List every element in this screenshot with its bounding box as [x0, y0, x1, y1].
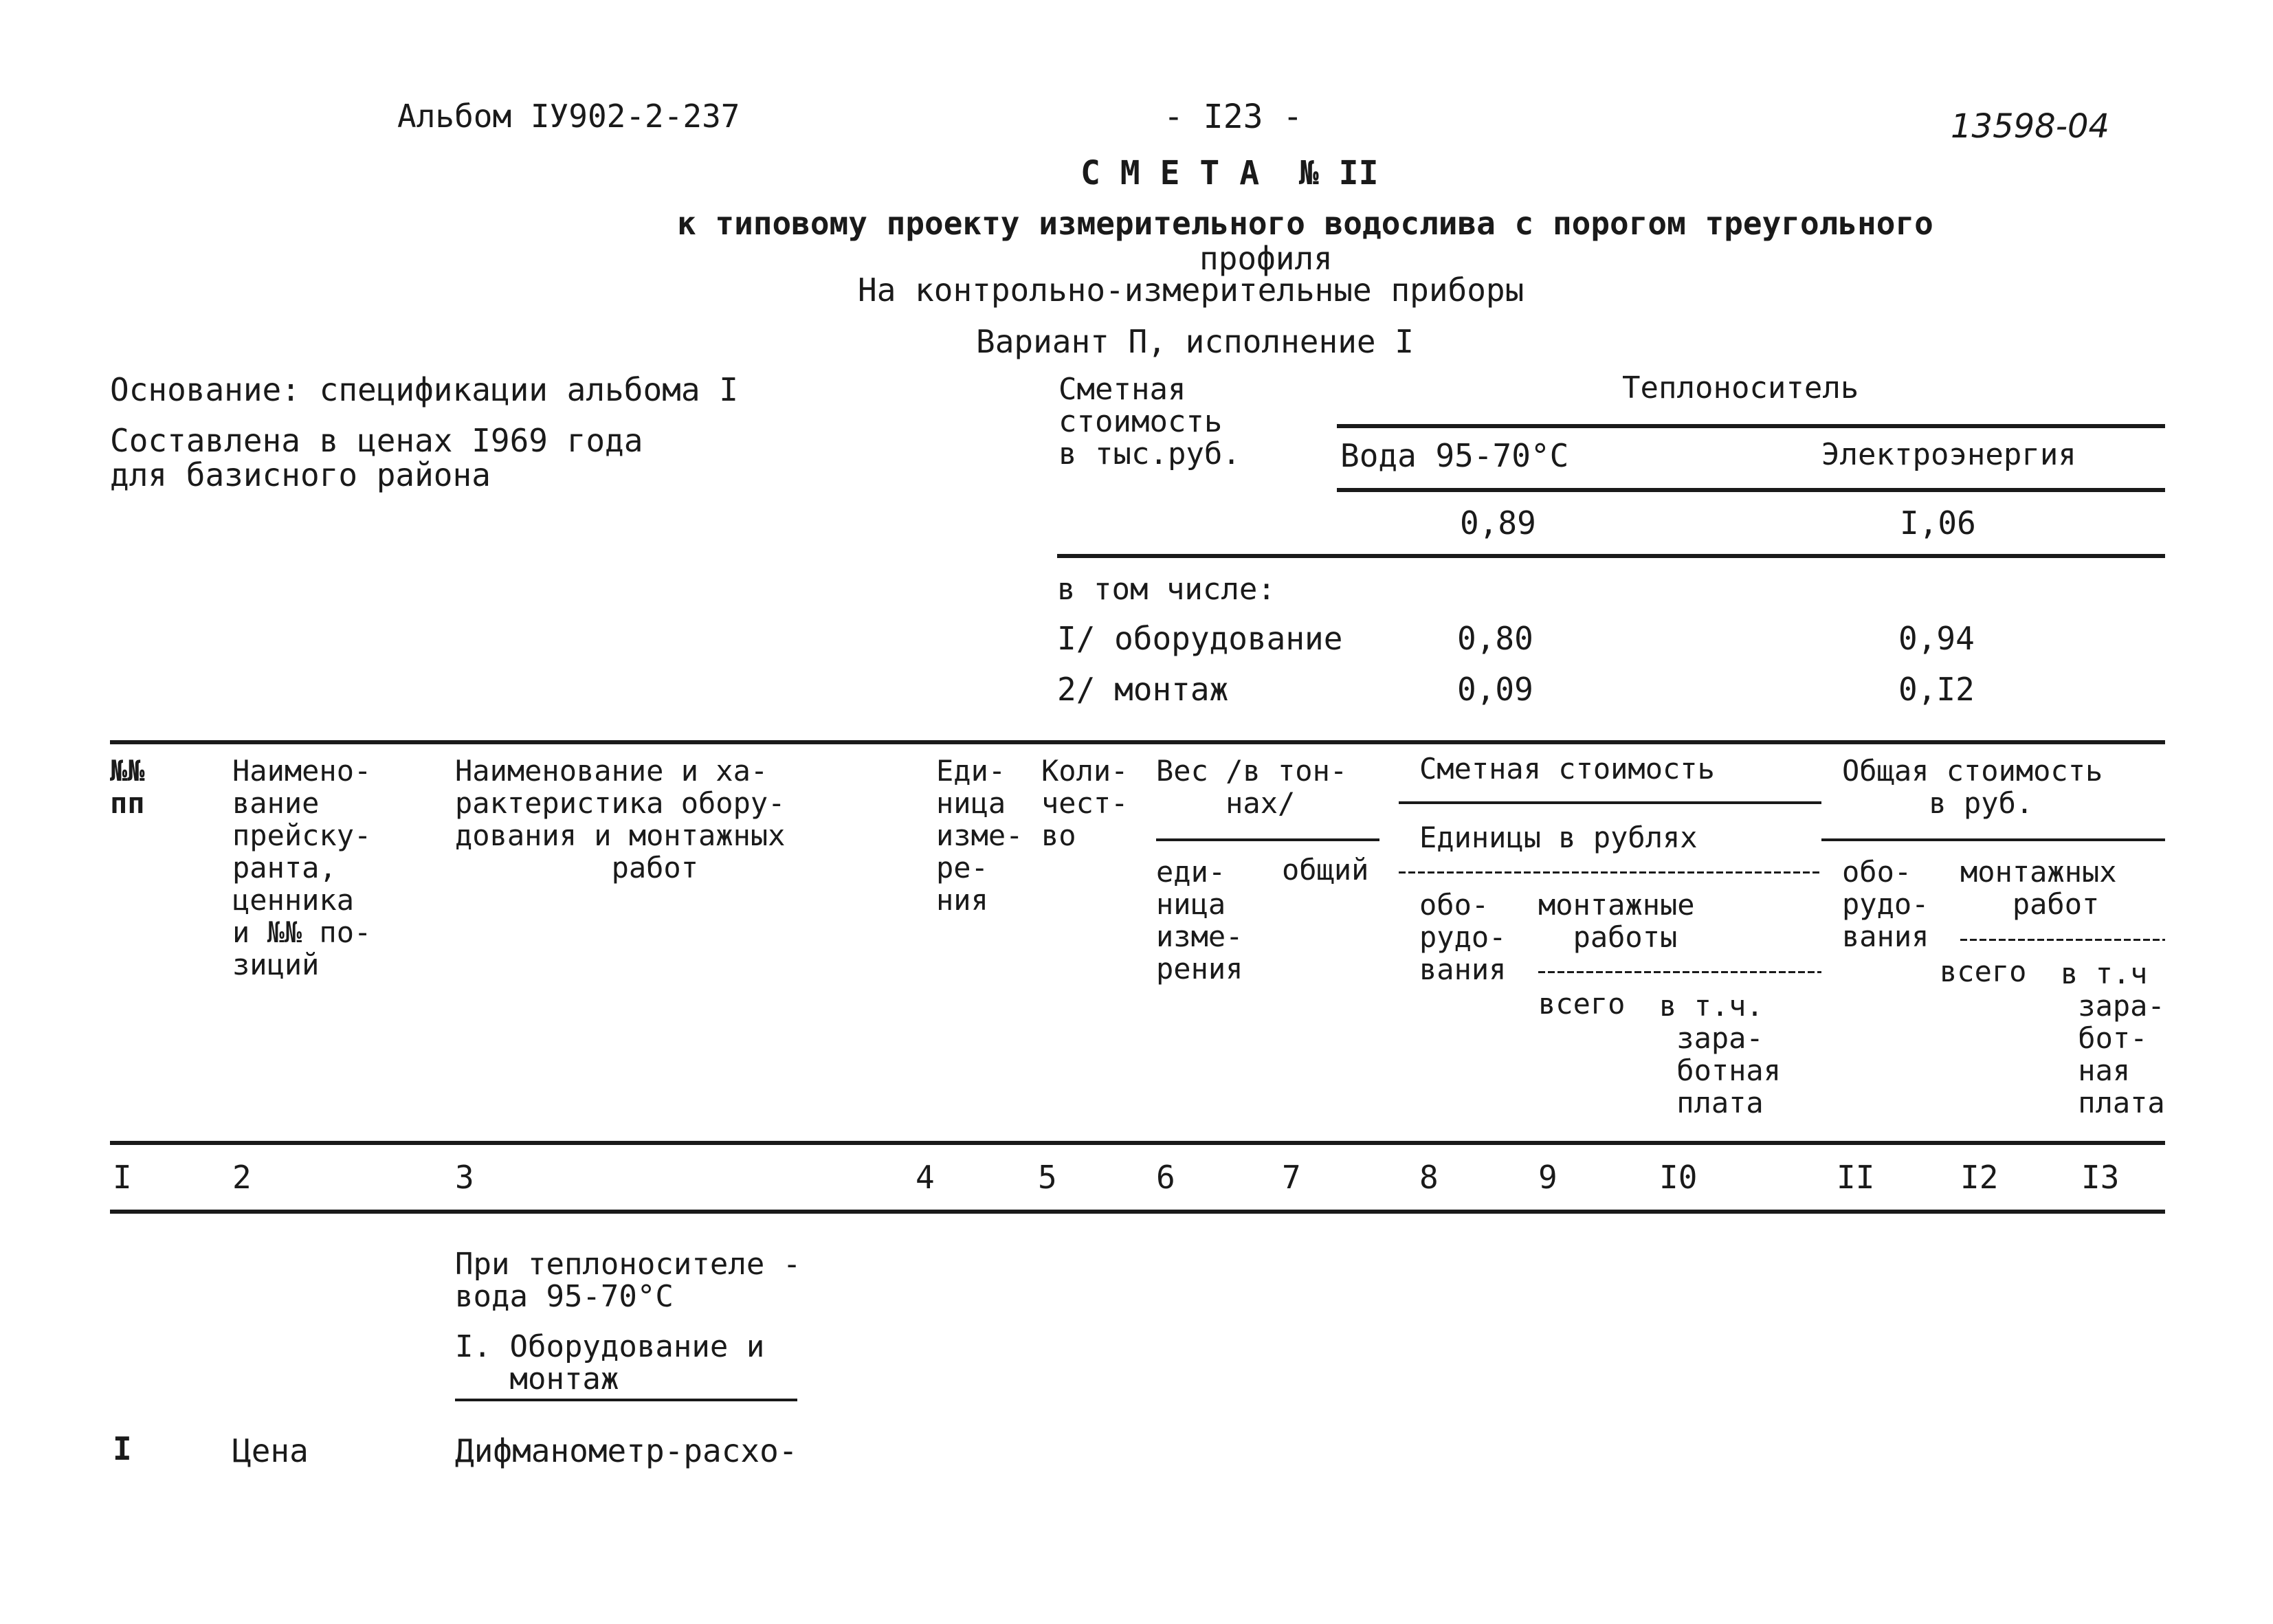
table-top-rule — [110, 740, 2165, 744]
title-line-2: профиля — [1199, 240, 1333, 277]
row-item-name: Дифманометр-расхо- — [455, 1432, 798, 1469]
header-estimate-cost: Сметная стоимость — [1419, 752, 1715, 786]
equipment-electric-value: 0,94 — [1898, 620, 1975, 657]
installation-electric-value: 0,I2 — [1898, 671, 1975, 708]
column-number: I — [113, 1159, 132, 1196]
total-water-value: 0,89 — [1460, 504, 1536, 542]
header-total-cost: Общая стоимость в руб. — [1842, 754, 2103, 820]
header-pricelist: Наимено- вание прейску- ранта, ценника и №№ по- зиций — [232, 754, 372, 981]
header-install-wages: в т.ч. зара- ботная плата — [1659, 989, 1782, 1120]
header-weight-unit: еди- ница изме- рения — [1156, 855, 1243, 986]
header-total-install-wages: в т.ч зара- бот- ная плата — [2061, 957, 2165, 1120]
document-code: 13598-04 — [1951, 107, 2110, 146]
header-weight-total: общий — [1282, 853, 1369, 887]
header-row-number: №№ пп — [110, 754, 145, 820]
region-line: для базисного района — [110, 456, 491, 493]
heat-carrier-label: Теплоноситель — [1622, 370, 1859, 405]
water-column-header: Вода 95-70°С — [1340, 437, 1569, 474]
header-unit: Еди- ница изме- ре- ния — [936, 754, 1023, 917]
column-number: II — [1837, 1159, 1875, 1196]
column-number: I2 — [1960, 1159, 1999, 1196]
header-unit-rubles: Единицы в рублях — [1419, 821, 1698, 854]
header-total-install: монтажных работ — [1960, 855, 2117, 921]
row-pricelist: Цена — [232, 1432, 309, 1469]
title-line-3: На контрольно-измерительные приборы — [858, 271, 1524, 309]
header-subrule — [1156, 838, 1379, 841]
electric-column-header: Электроэнергия — [1821, 437, 2076, 472]
page-number: - I23 - — [1164, 98, 1303, 136]
header-total-equipment: обо- рудо- вания — [1842, 855, 1929, 953]
row-number: I — [113, 1430, 132, 1467]
variant-line: Вариант П, исполнение I — [976, 323, 1414, 360]
column-number: 6 — [1156, 1159, 1175, 1196]
installation-label: 2/ монтаж — [1057, 671, 1229, 708]
total-electric-value: I,06 — [1900, 504, 1976, 542]
header-weight: Вес /в тон- нах/ — [1156, 754, 1348, 820]
header-install-total: всего — [1538, 987, 1626, 1021]
header-subrule — [1960, 939, 2165, 941]
column-number: 3 — [455, 1159, 474, 1196]
header-subrule — [1399, 801, 1821, 804]
header-subrule — [1399, 871, 1821, 874]
column-number: 2 — [232, 1159, 252, 1196]
column-number: I3 — [2081, 1159, 2120, 1196]
album-reference: Альбом IУ902-2-237 — [397, 98, 740, 135]
summary-rule — [1337, 424, 2165, 428]
section-heading: При теплоносителе - вода 95-70°С — [455, 1247, 801, 1314]
header-subrule — [1538, 971, 1821, 973]
column-number: 9 — [1538, 1159, 1557, 1196]
document-title: С М Е Т А № II — [1080, 154, 1379, 192]
summary-rule — [1057, 554, 2165, 558]
column-number: I0 — [1659, 1159, 1698, 1196]
header-quantity: Коли- чест- во — [1041, 754, 1129, 852]
subsection-underline — [455, 1399, 797, 1401]
summary-rule — [1337, 488, 2165, 492]
including-label: в том числе: — [1057, 572, 1276, 607]
subsection-heading: I. Оборудование и монтаж — [455, 1329, 765, 1397]
summary-cost-label: Сметная стоимость в тыс.руб. — [1058, 372, 1241, 471]
equipment-water-value: 0,80 — [1457, 620, 1533, 657]
basis-line: Основание: спецификации альбома I — [110, 371, 738, 408]
header-subrule — [1821, 838, 2165, 841]
column-number: 8 — [1419, 1159, 1439, 1196]
equipment-label: I/ оборудование — [1057, 620, 1343, 657]
price-year-line: Составлена в ценах I969 года — [110, 422, 643, 459]
column-numbers-bottom-rule — [110, 1210, 2165, 1214]
installation-water-value: 0,09 — [1457, 671, 1533, 708]
column-numbers-top-rule — [110, 1141, 2165, 1145]
column-number: 4 — [916, 1159, 935, 1196]
title-line-1: к типовому проекту измерительного водослива с порогом треугольного — [677, 205, 1933, 242]
header-item-name: Наименование и ха- рактеристика обору- дования и монтажных работ — [455, 754, 786, 885]
header-total-install-sum: всего — [1940, 955, 2027, 988]
header-equipment-unit: обо- рудо- вания — [1419, 888, 1507, 986]
column-number: 5 — [1038, 1159, 1057, 1196]
header-install-works: монтажные работы — [1538, 888, 1695, 954]
column-number: 7 — [1282, 1159, 1301, 1196]
